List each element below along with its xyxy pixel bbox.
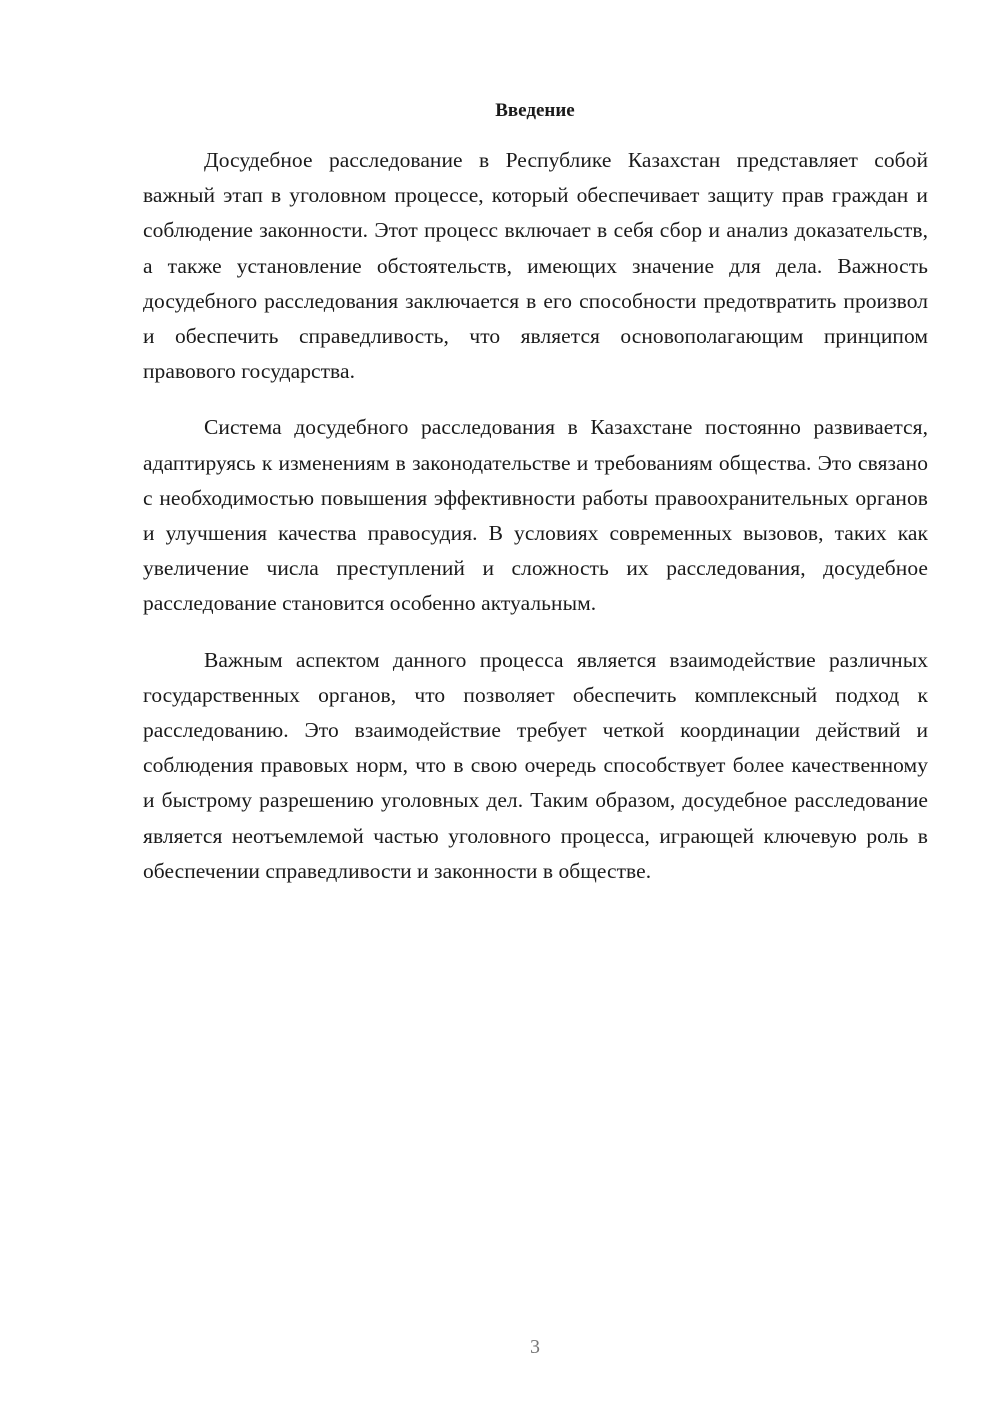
paragraph-1: Досудебное расследование в Республике Казахстан представляет собой важный этап в уголовном процессе, который обеспечивает защиту прав граждан и соблюдение законности. Этот процесс включает в себя сбор и анализ доказательств, а также установление обстоятельств, имеющих значение для дела. Важность досудебного расследования заключается в его способности предотвратить произвол и обеспечить справедливость, что является основополагающим принципом правового государства.	[143, 148, 928, 384]
page-title: Введение	[495, 100, 575, 121]
page-number: 3	[530, 1336, 540, 1358]
paragraph-2: Система досудебного расследования в Казахстане постоянно развивается, адаптируясь к изменениям в законодательстве и требованиям общества. Это связано с необходимостью повышения эффективности работы правоохранительных органов и улучшения качества правосудия. В условиях современных вызовов, таких как увеличение числа преступлений и сложность их расследования, досудебное расследование становится особенно актуальным.	[143, 415, 928, 616]
document-body	[143, 143, 928, 910]
paragraph-3: Важным аспектом данного процесса является взаимодействие различных государственных органов, что позволяет обеспечить комплексный подход к расследованию. Это взаимодействие требует четкой координации действий и соблюдения правовых норм, что в свою очередь способствует более качественному и быстрому разрешению уголовных дел. Таким образом, досудебное расследование является неотъемлемой частью уголовного процесса, играющей ключевую роль в обеспечении справедливости и законности в обществе.	[143, 647, 928, 883]
